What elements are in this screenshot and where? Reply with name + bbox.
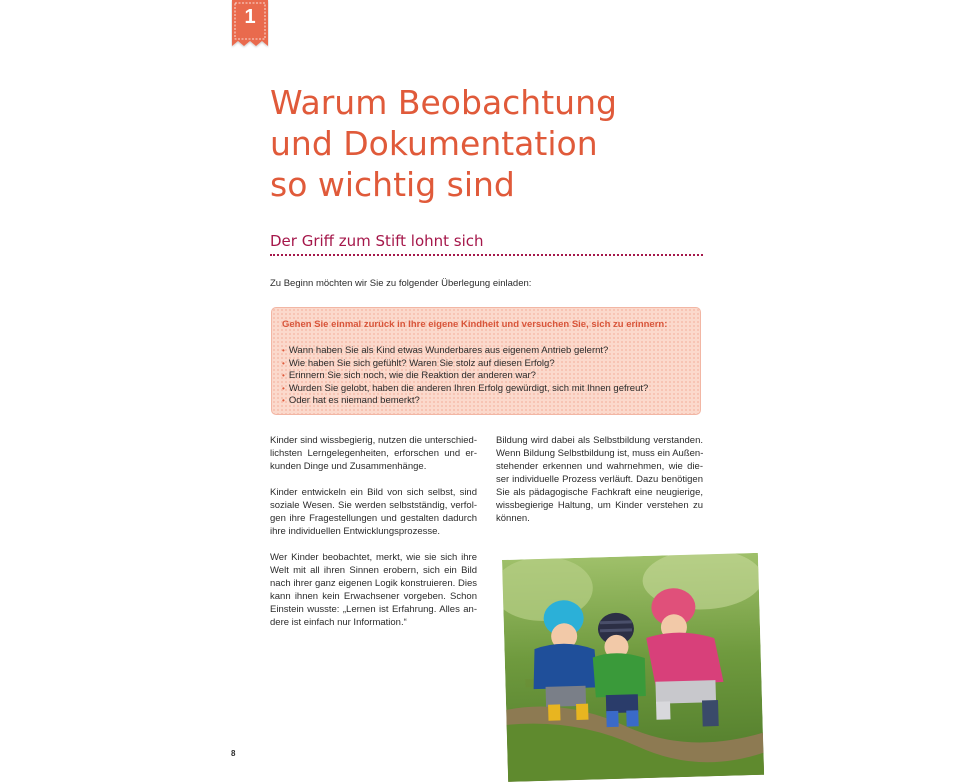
bullet-icon: •: [282, 346, 285, 355]
paragraph: Kinder entwickeln ein Bild von sich selbst, sind soziale Wesen. Sie werden selbstständig, verfol- gen ihre Fragestellungen und gestalten dadurch ihre individuellen Entwicklungsprozesse.: [270, 487, 477, 537]
list-item: • Oder hat es niemand bemerkt?: [282, 395, 420, 407]
intro-text: Zu Beginn möchten wir Sie zu folgender Überlegung einladen:: [270, 278, 532, 289]
bullet-icon: •: [282, 371, 285, 381]
chapter-tab: [231, 0, 269, 52]
list-item: • Wann haben Sie als Kind etwas Wunderbares aus eigenem Antrieb gelernt?: [282, 345, 609, 356]
title-line: und Dokumentation: [270, 124, 598, 163]
bullet-icon: •: [282, 396, 285, 406]
dotted-divider: [270, 254, 703, 256]
paragraph: Wer Kinder beobachtet, merkt, wie sie sich ihre Welt mit all ihren Sinnen erobern, sich ein Bild nach ihrer ganz eigenen Logik konstruieren. Dies kann ihnen kein Erwachsener vorgeben. Schon Einstein wusste: „Lernen ist Erfahrung. Alles an- dere ist einfach nur Information.“: [270, 552, 477, 628]
chapter-number: 1: [244, 6, 256, 28]
page-title: [270, 82, 690, 205]
reflection-box-heading: Gehen Sie einmal zurück in Ihre eigene Kindheit und versuchen Sie, sich zu erinnern:: [282, 319, 668, 330]
children-outdoor-illustration: [502, 553, 764, 782]
bullet-icon: •: [282, 383, 285, 393]
list-item: • Wurden Sie gelobt, haben die anderen Ihren Erfolg gewürdigt, sich mit Ihnen gefreut?: [282, 382, 649, 394]
list-item: • Wie haben Sie sich gefühlt? Waren Sie stolz auf diesen Erfolg?: [282, 357, 555, 369]
title-line: so wichtig sind: [270, 165, 515, 204]
title-line: Warum Beobachtung: [270, 83, 617, 122]
list-item: • Erinnern Sie sich noch, wie die Reaktion der anderen war?: [282, 370, 536, 382]
section-heading: Der Griff zum Stift lohnt sich: [270, 232, 484, 250]
bullet-icon: •: [282, 358, 285, 368]
reflection-question-list: [282, 345, 648, 408]
body-column-right: [496, 434, 703, 538]
paragraph: Kinder sind wissbegierig, nutzen die unterschied- lichsten Lerngelegenheiten, erforschen und er- kunden Dinge und Zusammenhänge.: [270, 435, 477, 472]
paragraph: Bildung wird dabei als Selbstbildung verstanden. Wenn Bildung Selbstbildung ist, muss ein Außen- stehender erkennen und wahrnehmen, wie die- ser individuelle Prozess verläuft. Dazu benötigen Sie als pädagogische Fachkraft eine neugierige, wissbegierige Haltung, um Kinder verstehen zu können.: [496, 435, 704, 524]
reflection-box: [271, 307, 701, 415]
page-number: 8: [231, 749, 236, 758]
children-photo: [502, 553, 764, 782]
body-column-left: [270, 434, 477, 642]
